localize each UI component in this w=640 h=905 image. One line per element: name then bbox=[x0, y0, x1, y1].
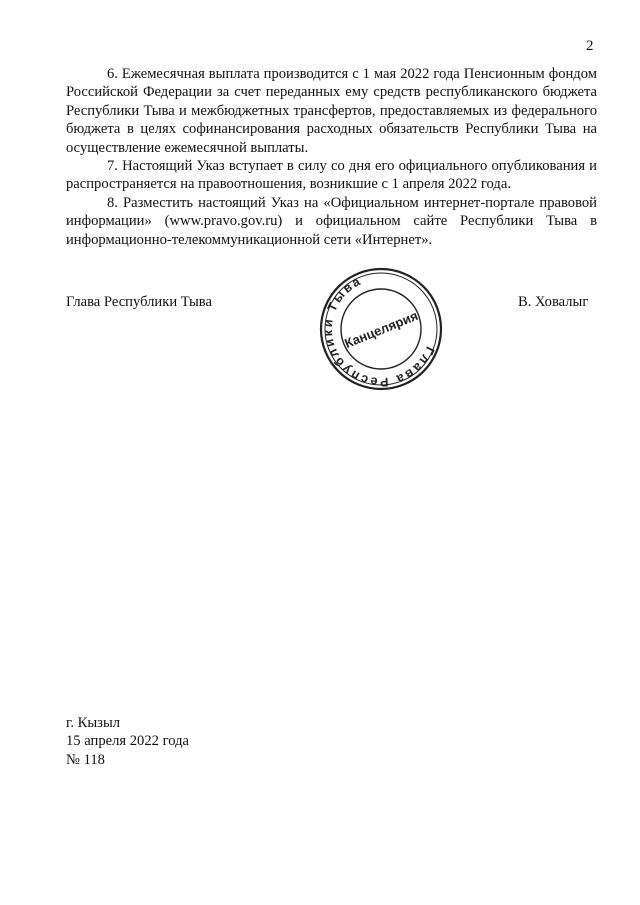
document-footer bbox=[66, 714, 189, 769]
page-number: 2 bbox=[586, 38, 594, 54]
stamp-ring-text: Глава Республики Тыва bbox=[320, 273, 438, 390]
document-body bbox=[66, 65, 597, 249]
official-stamp bbox=[318, 266, 444, 392]
footer-city: г. Кызыл bbox=[66, 715, 121, 731]
footer-date: 15 апреля 2022 года bbox=[66, 733, 189, 750]
paragraph-6: 6. Ежемесячная выплата производится с 1 мая 2022 года Пенсионным фондом Российской Федерации за счет переданных ему средств республиканского бюджета Республики Тыва и межбюджетных трансфертов, предоставляемых из федерального бюджета в целях софинансирования расходных обязательств Республики Тыва на осуществление ежемесячной выплаты. bbox=[66, 66, 597, 156]
stamp-center-text: Канцелярия bbox=[342, 307, 421, 351]
paragraph-7: 7. Настоящий Указ вступает в силу со дня его официального опубликования и распространяется на правоотношения, возникшие с 1 апреля 2022 года. bbox=[66, 158, 597, 193]
paragraph-8: 8. Разместить настоящий Указ на «Официальном интернет-портале правовой информации» (www.pravo.gov.ru) и официальном сайте Республики Тыва в информационно-телекоммуникационной сети «Интернет». bbox=[66, 194, 597, 248]
signatory-position: Глава Республики Тыва bbox=[66, 294, 212, 310]
signatory-name: В. Ховалыг bbox=[518, 294, 589, 310]
footer-number: № 118 bbox=[66, 751, 105, 768]
